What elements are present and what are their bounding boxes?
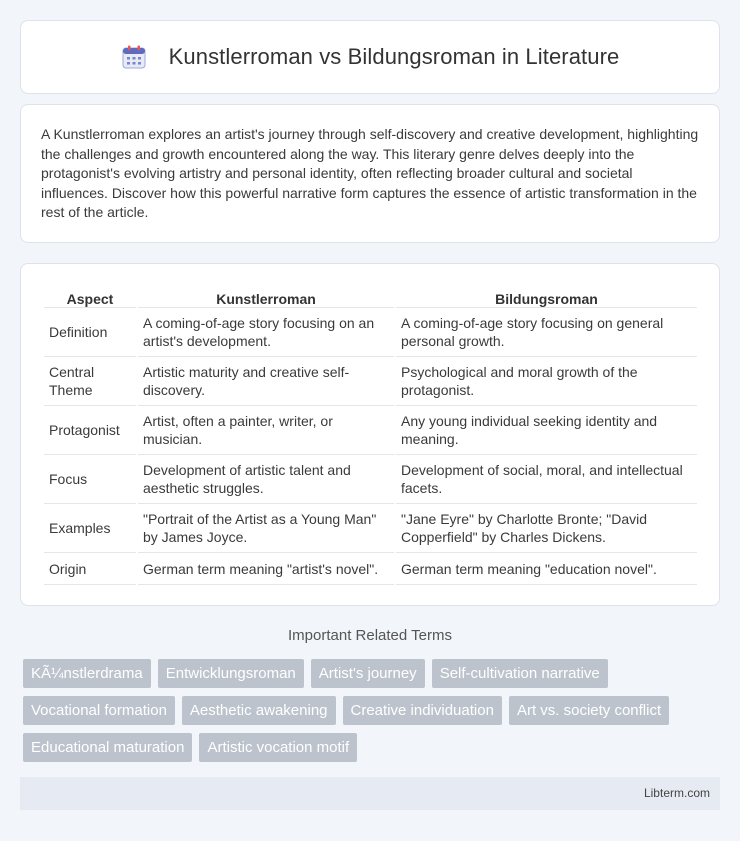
table-row — [44, 308, 697, 357]
row-bildungsroman: "Jane Eyre" by Charlotte Bronte; "David Copperfield" by Charles Dickens. — [396, 504, 697, 553]
row-kunstlerroman: Development of artistic talent and aesthetic struggles. — [138, 455, 394, 504]
row-bildungsroman: Any young individual seeking identity and meaning. — [396, 406, 697, 455]
row-bildungsroman: German term meaning "education novel". — [396, 553, 697, 585]
intro-text: A Kunstlerroman explores an artist's journey through self-discovery and creative development, highlighting the challenges and growth encountered along the way. This literary genre delves deeply into the protagonist's evolving artistry and personal identity, often reflecting broader cultural and societal influences. Discover how this powerful narrative form captures the essence of artistic transformation in the rest of the article. — [41, 126, 699, 220]
related-term-tag[interactable]: Vocational formation — [23, 696, 175, 725]
row-bildungsroman: Development of social, moral, and intellectual facets. — [396, 455, 697, 504]
row-aspect: Central Theme — [44, 357, 136, 406]
table-row — [44, 406, 697, 455]
table-row — [44, 553, 697, 585]
row-kunstlerroman: "Portrait of the Artist as a Young Man" by James Joyce. — [138, 504, 394, 553]
row-kunstlerroman: Artistic maturity and creative self-discovery. — [138, 357, 394, 406]
header-aspect: Aspect — [44, 284, 136, 308]
related-term-tag[interactable]: Art vs. society conflict — [509, 696, 669, 725]
header-bildungsroman: Bildungsroman — [396, 284, 697, 308]
row-kunstlerroman: Artist, often a painter, writer, or musician. — [138, 406, 394, 455]
row-aspect: Examples — [44, 504, 136, 553]
comparison-table — [42, 284, 699, 585]
related-term-tag[interactable]: KÃ¼nstlerdrama — [23, 659, 151, 688]
row-aspect: Definition — [44, 308, 136, 357]
footer-link[interactable]: Libterm.com — [643, 786, 710, 800]
row-kunstlerroman: German term meaning "artist's novel". — [138, 553, 394, 585]
row-bildungsroman: Psychological and moral growth of the protagonist. — [396, 357, 697, 406]
table-row — [44, 455, 697, 504]
related-terms-title: Important Related Terms — [288, 627, 452, 644]
page-title: Kunstlerroman vs Bildungsroman in Literature — [168, 44, 620, 69]
related-term-tag[interactable]: Artistic vocation motif — [199, 733, 357, 762]
related-term-tag[interactable]: Creative individuation — [343, 696, 502, 725]
intro-card — [20, 104, 720, 243]
row-aspect: Protagonist — [44, 406, 136, 455]
related-term-tag[interactable]: Artist's journey — [311, 659, 425, 688]
calendar-icon — [121, 44, 147, 70]
header-kunstlerroman: Kunstlerroman — [138, 284, 394, 308]
comparison-card — [20, 263, 720, 606]
related-terms-list — [23, 659, 723, 762]
row-kunstlerroman: A coming-of-age story focusing on an artist's development. — [138, 308, 394, 357]
related-term-tag[interactable]: Aesthetic awakening — [182, 696, 336, 725]
row-bildungsroman: A coming-of-age story focusing on general personal growth. — [396, 308, 697, 357]
table-row — [44, 357, 697, 406]
related-term-tag[interactable]: Self-cultivation narrative — [432, 659, 608, 688]
header-card — [20, 20, 720, 94]
row-aspect: Origin — [44, 553, 136, 585]
related-term-tag[interactable]: Entwicklungsroman — [158, 659, 304, 688]
row-aspect: Focus — [44, 455, 136, 504]
table-row — [44, 504, 697, 553]
footer — [20, 777, 720, 810]
related-term-tag[interactable]: Educational maturation — [23, 733, 192, 762]
